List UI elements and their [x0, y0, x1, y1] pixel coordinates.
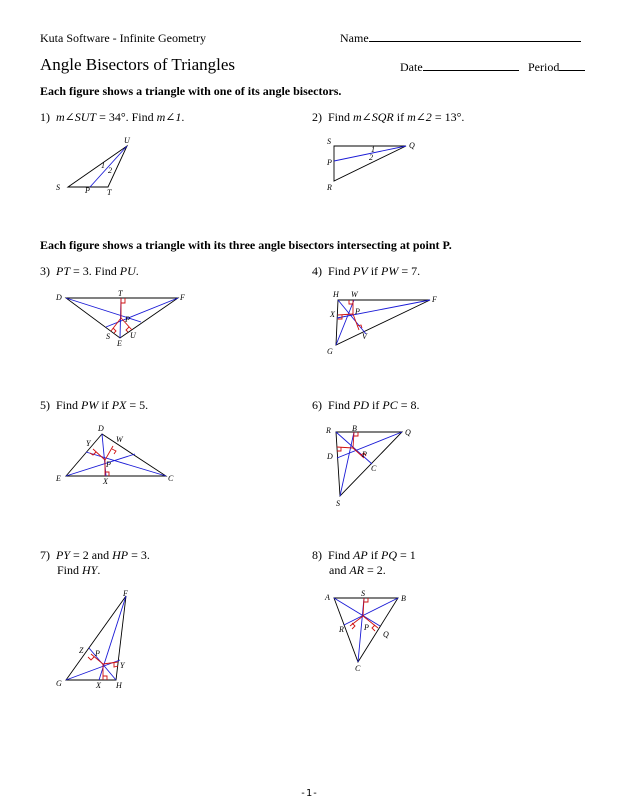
fig1-label-1: 1 — [101, 161, 105, 170]
fig1-label-2: 2 — [108, 166, 112, 175]
fig7-label-f: F — [123, 589, 128, 598]
figure-4 — [327, 290, 437, 356]
fig7-label-h: H — [116, 681, 122, 690]
fig8-label-r: R — [339, 625, 344, 634]
figure-6 — [325, 424, 411, 508]
figure-8 — [324, 589, 406, 673]
fig3-label-d: D — [56, 293, 62, 302]
fig3-label-p: P — [125, 315, 130, 324]
fig5-label-e: E — [56, 474, 61, 483]
fig6-label-d: D — [327, 452, 333, 461]
fig2-label-p: P — [327, 158, 332, 167]
fig7-label-z: Z — [79, 646, 84, 655]
fig3-label-s: S — [106, 332, 110, 341]
problem-6: 6) Find PD if PC = 8. — [312, 398, 420, 412]
fig5-label-x: X — [103, 477, 108, 486]
fig5-label-p: P — [106, 460, 111, 469]
fig3-label-f: F — [180, 293, 185, 302]
fig6-label-q: Q — [405, 428, 411, 437]
fig8-label-s: S — [361, 589, 365, 598]
fig1-label-u: U — [124, 136, 130, 145]
fig5-label-w: W — [116, 435, 123, 444]
fig4-label-v: V — [362, 332, 367, 341]
fig6-label-r: R — [326, 426, 331, 435]
name-label: Name — [340, 31, 369, 45]
publisher-label: Kuta Software - Infinite Geometry — [40, 31, 206, 45]
fig3-label-t: T — [118, 289, 123, 298]
fig4-label-x: X — [330, 310, 335, 319]
fig7-label-y: Y — [120, 661, 125, 670]
problem-7-line-2: Find HY. — [57, 563, 101, 577]
date-label: Date — [400, 60, 423, 74]
fig5-label-y: Y — [86, 439, 91, 448]
problem-5: 5) Find PW if PX = 5. — [40, 398, 149, 412]
fig1-label-s: S — [56, 183, 60, 192]
page-title: Angle Bisectors of Triangles — [40, 55, 236, 74]
fig6-label-c: C — [371, 464, 377, 473]
figure-3 — [55, 289, 185, 348]
fig8-label-q: Q — [383, 630, 389, 639]
fig8-label-p: P — [364, 623, 369, 632]
fig4-label-h: H — [333, 290, 339, 299]
problem-1: 1) m∠SUT = 34°. Find m∠1. — [40, 110, 185, 124]
fig8-label-b: B — [401, 594, 406, 603]
fig8-label-c: C — [355, 664, 361, 673]
page-number: -1- — [299, 788, 319, 799]
section-1-instructions: Each figure shows a triangle with one of its angle bisectors. — [40, 84, 342, 98]
fig4-label-w: W — [351, 290, 358, 299]
fig4-label-f: F — [432, 295, 437, 304]
fig2-label-q: Q — [409, 141, 415, 150]
fig6-label-b: B — [352, 424, 357, 433]
fig4-label-g: G — [327, 347, 333, 356]
fig5-label-d: D — [98, 424, 104, 433]
fig1-label-t: T — [107, 188, 112, 197]
fig7-label-p: P — [95, 649, 100, 658]
problem-4: 4) Find PV if PW = 7. — [312, 264, 421, 278]
fig8-label-a: A — [325, 593, 330, 602]
problem-8-line-2: and AR = 2. — [329, 563, 386, 577]
fig2-label-2: 2 — [369, 153, 373, 162]
fig7-label-x: X — [96, 681, 101, 690]
section-2-instructions: Each figure shows a triangle with its three angle bisectors intersecting at point P. — [40, 238, 452, 252]
problem-8: 8) Find AP if PQ = 1 — [312, 548, 416, 562]
figure-5 — [55, 424, 174, 486]
fig3-label-u: U — [130, 331, 136, 340]
fig2-label-r: R — [327, 183, 332, 192]
fig7-label-g: G — [56, 679, 62, 688]
figure-2 — [326, 137, 415, 192]
fig6-label-s: S — [336, 499, 340, 508]
fig2-label-s: S — [327, 137, 331, 146]
period-label: Period — [528, 60, 560, 74]
problem-2: 2) Find m∠SQR if m∠2 = 13°. — [312, 110, 465, 124]
fig2-label-1: 1 — [371, 145, 375, 154]
problem-7: 7) PY = 2 and HP = 3. — [40, 548, 150, 562]
problem-3: 3) PT = 3. Find PU. — [40, 264, 139, 278]
figure-1 — [56, 136, 131, 197]
fig5-label-c: C — [168, 474, 174, 483]
fig1-label-p: P — [85, 186, 90, 195]
figure-7 — [56, 589, 128, 690]
fig3-label-e: E — [117, 339, 122, 348]
fig6-label-p: P — [362, 450, 367, 459]
fig4-label-p: P — [355, 307, 360, 316]
